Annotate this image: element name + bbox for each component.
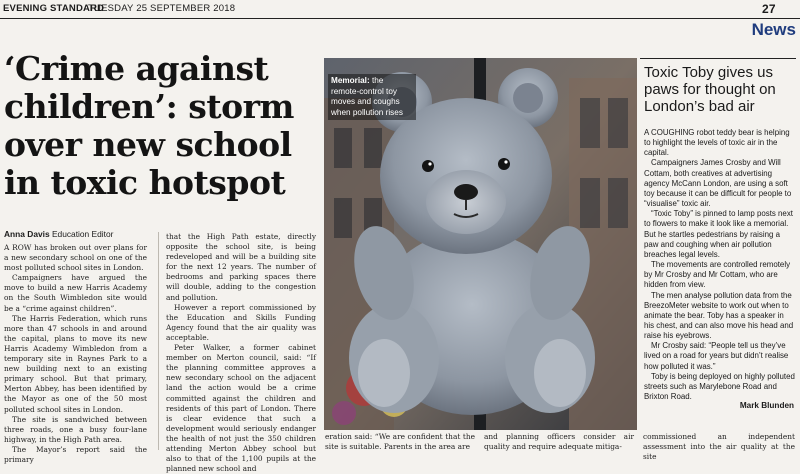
caption-lead: Memorial: <box>331 76 370 85</box>
paragraph: The movements are controlled remotely by Mr Crosby and Mr Cottam, who are hidden from view. <box>644 260 791 290</box>
caption-text: the remote-control toy moves and coughs when pollution rises <box>331 76 403 117</box>
paragraph: The site is sandwiched between three roads, one a busy four-lane highway, in the High Path area. <box>4 414 147 444</box>
column-rule <box>158 232 159 450</box>
paragraph: Peter Walker, a former cabinet member on Merton council, said: “If the planning committee approves a new secondary school on the adjacent land the action would be a crime committed against the children and residents of this part of London. There is clear evidence that such a development would seriously endanger the health of not just the 350 children attending Merton Abbey school but also to that of the 1,100 pupils at the planned new school and <box>166 343 316 474</box>
article-column-5: commissioned an independent assessment into the air quality at the site <box>643 432 795 461</box>
article-column-3: eration said: “We are confident that the site is suitable. Parents in the area are <box>325 432 475 451</box>
byline-role: Education Editor <box>51 229 114 239</box>
paper-name: EVENING STANDARD <box>3 3 105 14</box>
article-column-1 <box>4 243 147 464</box>
section-label: News <box>751 20 796 39</box>
paragraph: The Harris Federation, which runs more than 47 schools in and around the capital, plans to move its new Harris Academy Wimbledon from a temporary site in Raynes Park to a new building next to an existing primary school. But that primary, Merton Abbey, has been identified by the Mayor as one of the 50 most polluted school sites in London. <box>4 313 147 414</box>
article-headline: ‘Crime against children’: storm over new school in toxic hotspot <box>4 49 294 202</box>
page-number: 27 <box>762 2 776 16</box>
sidebar-signoff: Mark Blunden <box>739 401 794 410</box>
sidebar-body <box>644 128 796 402</box>
paragraph: The Mayor’s report said the primary <box>4 444 147 464</box>
sidebar-rule <box>640 58 796 59</box>
paragraph: Toby is being deployed on highly polluted streets such as Marylebone Road and Brixton Road. <box>644 371 795 402</box>
paragraph: “Toxic Toby” is pinned to lamp posts next to flowers to make it look like a memorial. But he startles pedestrians by raising a paw and coughing when air pollution breaches legal levels. <box>644 209 793 259</box>
byline-name: Anna Davis <box>4 229 50 239</box>
masthead <box>0 0 800 18</box>
photo-caption <box>328 74 416 120</box>
masthead-rule <box>0 18 800 19</box>
paragraph: A ROW has broken out over plans for a new secondary school on one of the most polluted school sites in London. <box>4 243 147 273</box>
paragraph: Campaigners James Crosby and Will Cottam, both creatives at advertising agency McCann London, are using a soft toy because it can be difficult for people to “visualise” toxic air. <box>644 158 792 209</box>
paragraph: A COUGHING robot teddy bear is helping to highlight the levels of toxic air in the capital. <box>644 128 790 158</box>
paragraph: Campaigners have argued the move to build a new Harris Academy on the South Wimbledon site would be a “crime against children”. <box>4 273 147 313</box>
article-column-4: and planning officers consider air quality and require adequate mitiga- <box>484 432 634 451</box>
paragraph: Mr Crosby said: “People tell us they’ve lived on a road for years but didn’t realise how polluted it was.” <box>644 341 789 371</box>
paragraph: The men analyse pollution data from the BreezoMeter website to work out when to animate the bear. Toby has a speaker in his chest, and can also move his head and raise his eyebrows. <box>644 290 794 341</box>
sidebar-headline: Toxic Toby gives us paws for thought on London’s bad air <box>644 64 776 115</box>
byline <box>4 229 154 240</box>
paragraph: However a report commissioned by the Education and Skills Funding Agency found that the air quality was acceptable. <box>166 302 316 342</box>
paragraph: that the High Path estate, directly opposite the school site, is being redeveloped and will be a building site for the next 12 years. The number of bedrooms and parking spaces there will double, adding to the congestion and pollution. <box>166 232 316 302</box>
issue-date: TUESDAY 25 SEPTEMBER 2018 <box>88 3 236 14</box>
article-column-2 <box>166 232 316 474</box>
